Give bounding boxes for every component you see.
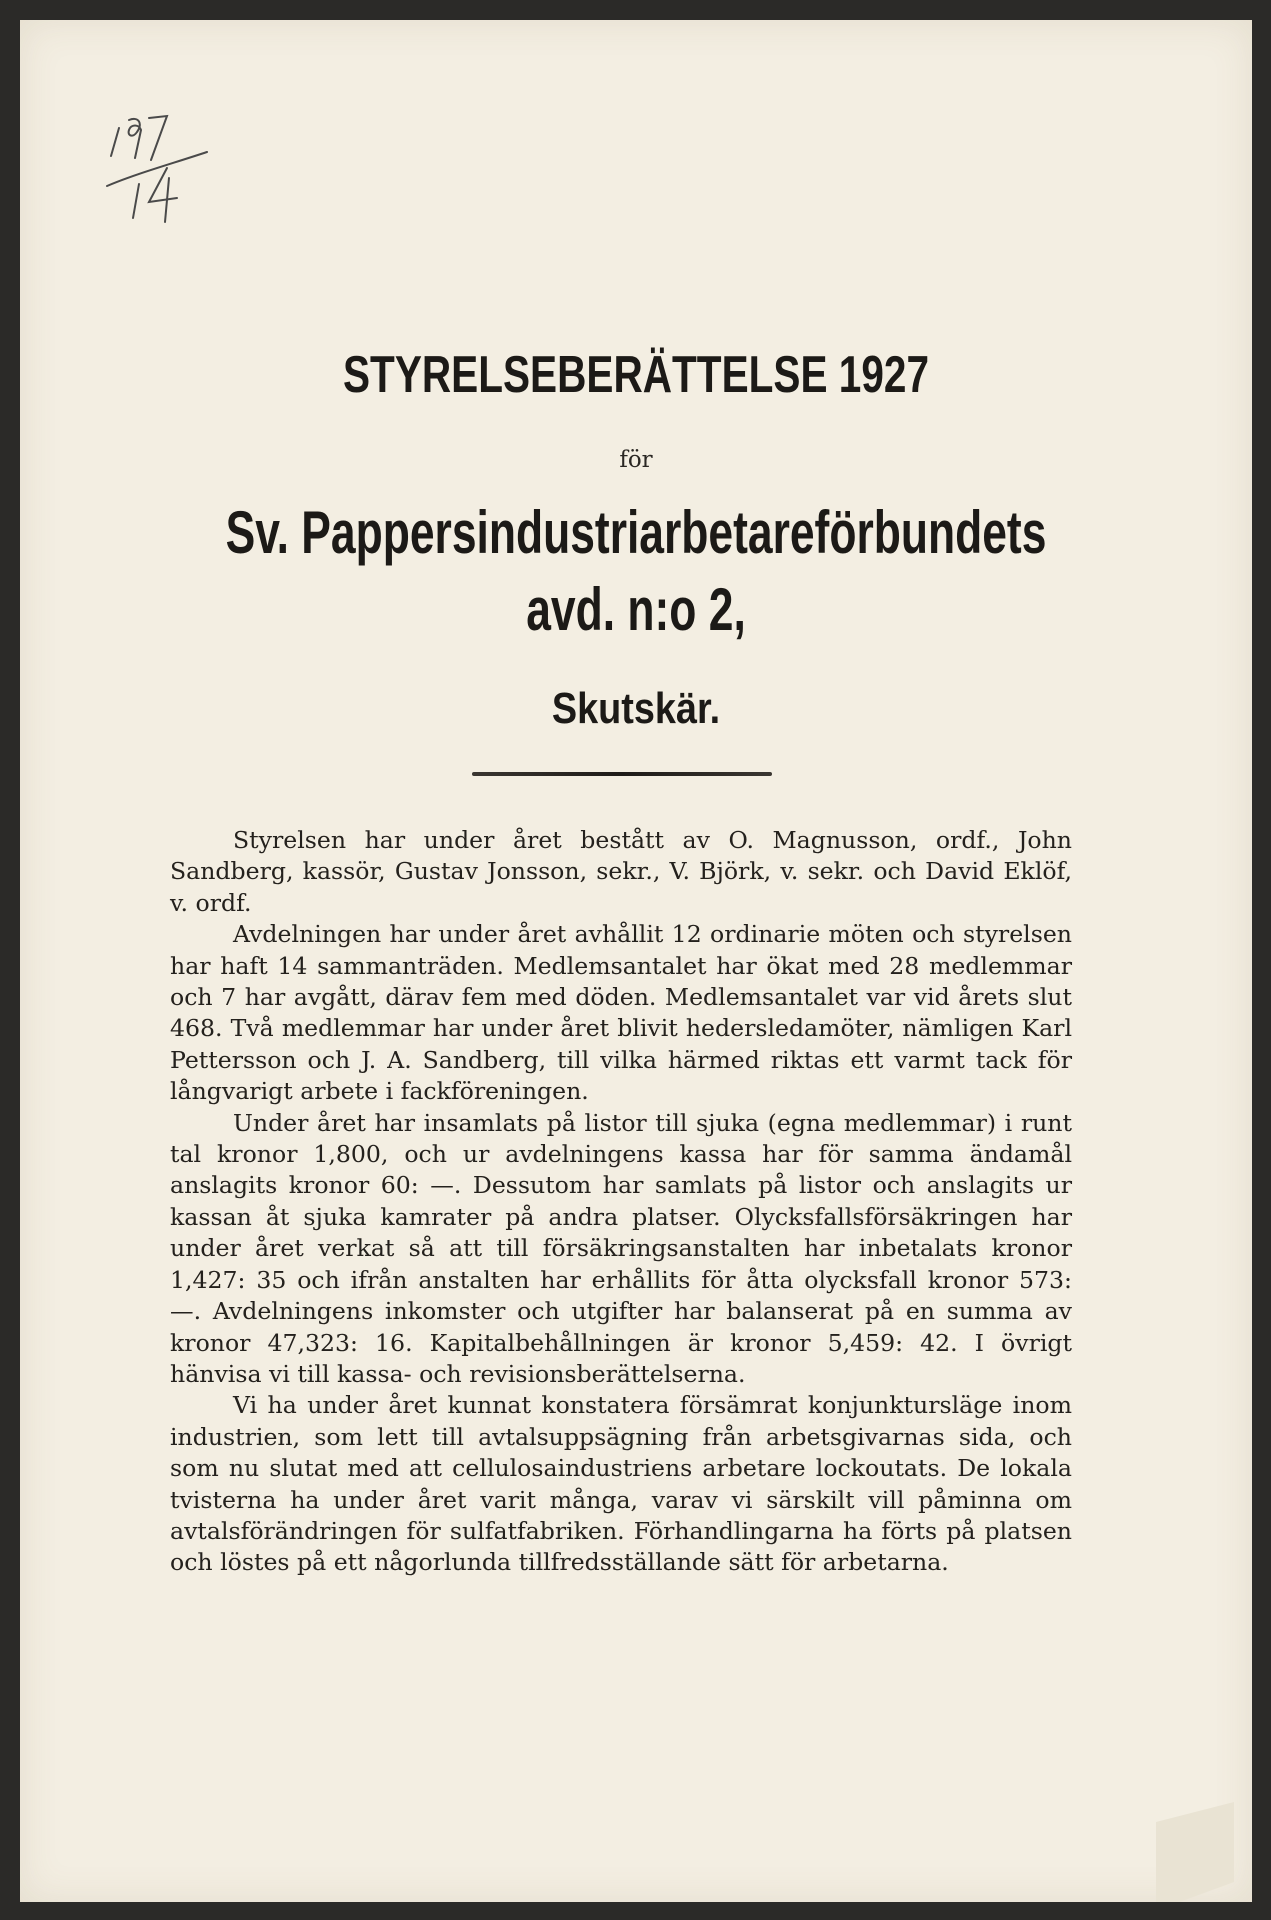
organization-name: Sv. Pappersindustriarbetareförbundets: [225, 499, 1047, 566]
report-body: [170, 825, 1072, 1579]
paragraph-board: Styrelsen har under året bestått av O. Magnusson, ordf., John Sandberg, kassör, Gustav Jonsson, sekr., V. Björk, v. sekr. och David Eklöf, v. ordf.: [170, 826, 1072, 917]
divider-rule: [472, 772, 772, 776]
title-connector: för: [619, 447, 653, 473]
paragraph-membership: Avdelningen har under året avhållit 12 ordinarie möten och styrelsen har haft 14 sammanträden. Medlemsantalet har ökat med 28 medlemmar och 7 har avgått, därav fem med döden. Medlemsantalet var vid årets slut 468. Två medlemmar har under året blivit hedersledamöter, nämligen Karl Pettersson och J. A. Sandberg, till vilka härmed riktas ett varmt tack för långvarigt arbete i fackföreningen.: [170, 920, 1072, 1106]
department-number: avd. n:o 2,: [526, 576, 746, 643]
document-page: [20, 20, 1252, 1902]
document-title: STYRELSEBERÄTTELSE 1927: [342, 346, 930, 404]
folded-corner: [1156, 1802, 1234, 1902]
paragraph-finances: Under året har insamlats på listor till sjuka (egna medlemmar) i runt tal kronor 1,800, och ur avdelningens kassa har för samma ändamål anslagits kronor 60: —. Dessutom har samlats på listor och anslagits ur kassan åt sjuka kamrater på andra platser. Olycksfallsförsäkringen har under året verkat så att till försäkringsanstalten har inbetalats kronor 1,427: 35 och ifrån anstalten har erhållits för åtta olycksfall kronor 573: —. Avdelningens inkomster och utgifter har balanserat på en summa av kronor 47,323: 16. Kapitalbehållningen är kronor 5,459: 42. I övrigt hänvisa vi till kassa- och revisionsberättelserna.: [170, 1108, 1072, 1388]
paragraph-industry: Vi ha under året kunnat konstatera försämrat konjunktursläge inom industrien, som lett till avtalsuppsägning från arbetsgivarnas sida, och som nu slutat med att cellulosaindustriens arbetare lockoutats. De lokala tvisterna ha under året varit många, varav vi särskilt vill påminna om avtalsförändringen för sulfatfabriken. Förhandlingarna ha förts på platsen och löstes på ett någorlunda tillfredsställande sätt för arbetarna.: [170, 1391, 1072, 1577]
place-name: Skutskär.: [551, 684, 721, 733]
handwritten-note: [105, 90, 215, 230]
